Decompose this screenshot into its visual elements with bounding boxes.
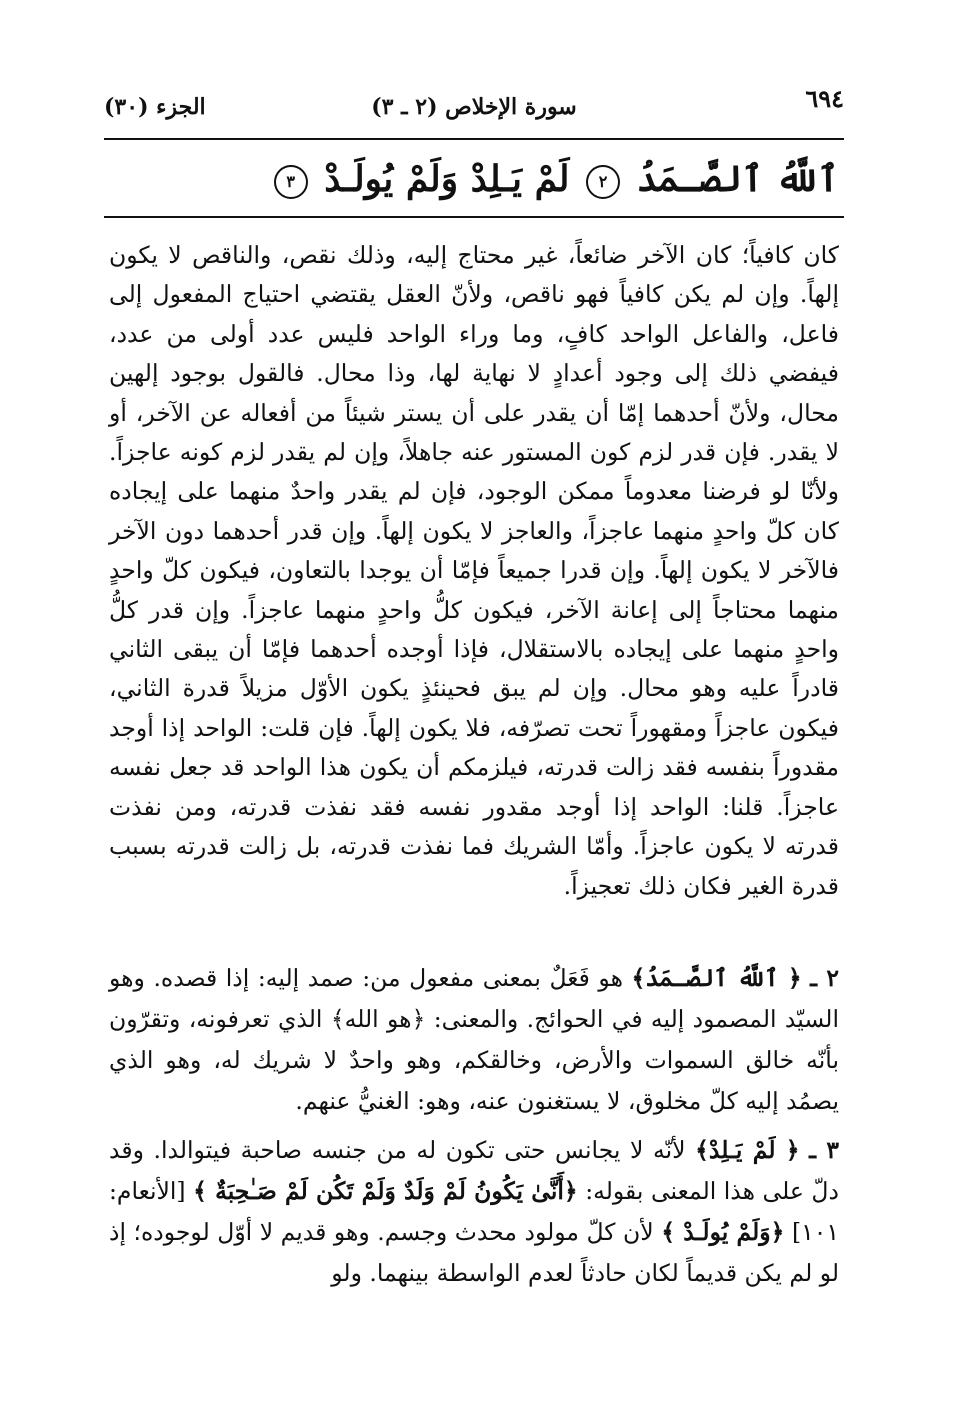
citation: [الأنعام: ١٠١] — [109, 1177, 839, 1246]
commentary-paragraph — [109, 236, 839, 906]
quran-quote: ﴿ لَمْ يَـلِدْ﴾ — [695, 1136, 800, 1164]
paragraph-text: كان كافياً؛ كان الآخر ضائعاً، غير محتاج إليه، وذلك نقص، والناقص لا يكون إلهاً. وإن لم يكن كافياً فهو ناقص، ولأنّ العقل يقتضي احتياج المفعول إلى فاعل، والفاعل الواحد كافٍ، وما وراء الواحد فليس عدد أولى من عدد، فيفضي ذلك إلى وجود أعدادٍ لا نهاية لها، وذا محال. فالقول بوجود إلهين محال، ولأنّ أحدهما إمّا أن يقدر على أن يستر شيئاً من أفعاله عن الآخر، أو لا يقدر. فإن قدر لزم كون المستور عنه جاهلاً، وإن لم يقدر لزم كونه عاجزاً. ولأنّا لو فرضنا معدوماً ممكن الوجود، فإن لم يقدر واحدٌ منهما على إيجاده كان كلّ واحدٍ منهما عاجزاً، والعاجز لا يكون إلهاً. وإن قدر أحدهما دون الآخر فالآخر لا يكون إلهاً. وإن قدرا جميعاً فإمّا أن يوجدا بالتعاون، فيكون كلّ واحدٍ منهما محتاجاً إلى إعانة الآخر، فيكون كلُّ واحدٍ منهما عاجزاً. وإن قدر كلُّ واحدٍ منهما على إيجاده بالاستقلال، فإذا أوجده أحدهما فإمّا أن يبقى الثاني قادراً عليه وهو محال. وإن لم يبق فحينئذٍ يكون الأوّل مزيلاً قدرة الثاني، فيكون عاجزاً ومقهوراً تحت تصرّفه، فلا يكون إلهاً. فإن قلت: الواحد إذا أوجد مقدوراً بنفسه فقد زالت قدرته، فيلزمكم أن يكون هذا الواحد قد جعل نفسه عاجزاً. قلنا: الواحد إذا أوجد مقدور نفسه فقد نفذت قدرته، ومن نفذت قدرته لا يكون عاجزاً. وأمّا الشريك فما نفذت قدرته، بل زالت قدرته بسبب قدرة الغير فكان ذلك تعجيزاً. — [109, 241, 839, 900]
page-header — [104, 84, 844, 134]
juz-label: الجزء (٣٠) — [104, 94, 206, 120]
quran-quote: ﴿ ٱللَّهُ ٱلصَّـمَدُ﴾ — [631, 964, 802, 992]
section-text: لأن كلّ مولود محدث وجسم. وهو قديم لا أوّل لوجوده؛ إذ لو لم يكن قديماً لكان حادثاً لعدم الواسطة بينهما. ولو — [109, 1218, 839, 1287]
section-number: ٢ ـ — [810, 964, 839, 992]
ayah-3-text: لَمْ يَـلِدْ وَلَمْ يُولَـدْ — [324, 158, 570, 200]
ayah-2-text: ٱللَّهُ ٱلصَّـمَدُ — [636, 158, 839, 200]
section-text: لأنّه لا يجانس حتى تكون له من جنسه صاحبة فيتوالدا. وقد دلّ على هذا المعنى بقوله: — [109, 1136, 839, 1205]
verse-banner — [117, 146, 839, 212]
page-number: ٦٩٤ — [805, 84, 844, 113]
commentary-section-2 — [109, 958, 839, 1122]
ayah-number-marker: ٢ — [586, 165, 620, 199]
commentary-section-3 — [109, 1130, 839, 1294]
ayah-number-marker: ٣ — [274, 165, 308, 199]
surah-title: سورة الإخلاص (٢ ـ ٣) — [371, 94, 577, 120]
verse-banner-rule — [104, 216, 844, 218]
quran-quote: ﴿وَلَمْ يُولَـدْ ﴾ — [661, 1218, 785, 1246]
section-text: هو فَعَلٌ بمعنى مفعول من: صمد إليه: إذا قصده. وهو السيّد المصمود إليه في الحوائج. والمعنى: ﴿هو الله﴾ الذي تعرفونه، وتقرّون بأنّه خالق السموات والأرض، وخالقكم، وهو واحدٌ لا شريك له، وهو الذي يصمُد إليه كلّ مخلوق، لا يستغنون عنه، وهو: الغنيُّ عنهم. — [109, 964, 839, 1115]
header-rule — [104, 138, 844, 140]
section-number: ٣ ـ — [809, 1136, 839, 1164]
quran-quote: ﴿أَنَّىٰ يَكُونُ لَمْ وَلَدٌ وَلَمْ تَكُن لَمْ صَـٰحِبَةٌ ﴾ — [193, 1177, 578, 1205]
